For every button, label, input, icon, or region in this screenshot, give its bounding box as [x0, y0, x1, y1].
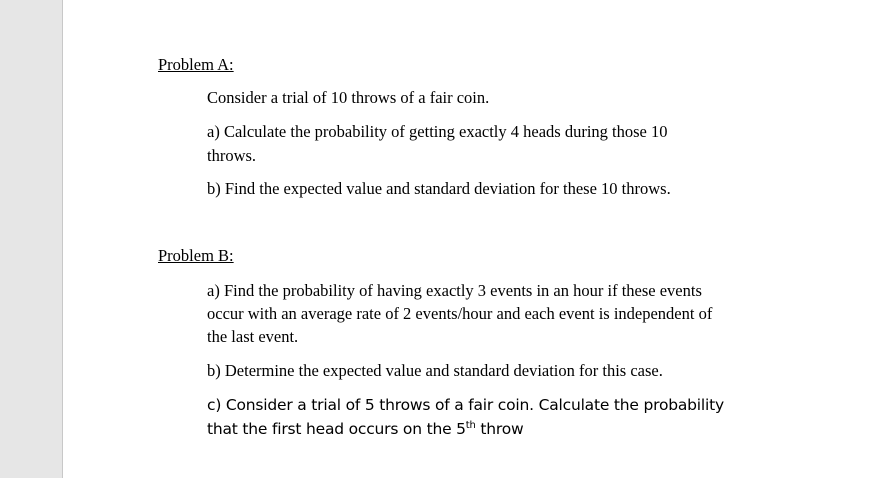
problem-a-heading: Problem A: [158, 55, 234, 74]
part-c-line2-text: that the first head occurs on the 5 [207, 420, 466, 438]
problem-a-part-a-line1: a) Calculate the probability of getting exactly 4 heads during those 10 [207, 122, 668, 141]
problem-b-part-b: b) Determine the expected value and standard deviation for this case. [207, 361, 663, 380]
problem-b-part-c-line1: c) Consider a trial of 5 throws of a fair coin. Calculate the probability [207, 396, 724, 414]
part-c-line2-end: throw [475, 420, 524, 438]
problem-b-part-c-line2 [207, 418, 523, 440]
problem-a-intro: Consider a trial of 10 throws of a fair coin. [207, 88, 490, 107]
problem-b-part-a-line3: the last event. [207, 327, 299, 346]
left-margin-gutter [0, 0, 63, 478]
problem-b-part-a-line1: a) Find the probability of having exactly 3 events in an hour if these events [207, 281, 702, 300]
document-page[interactable] [63, 0, 871, 478]
ordinal-superscript: th [465, 420, 476, 431]
problem-b-heading: Problem B: [158, 246, 234, 265]
problem-a-part-b: b) Find the expected value and standard deviation for these 10 throws. [207, 179, 671, 198]
problem-a-part-a-line2: throws. [207, 146, 257, 165]
problem-b-part-a-line2: occur with an average rate of 2 events/hour and each event is independent of [207, 304, 713, 323]
